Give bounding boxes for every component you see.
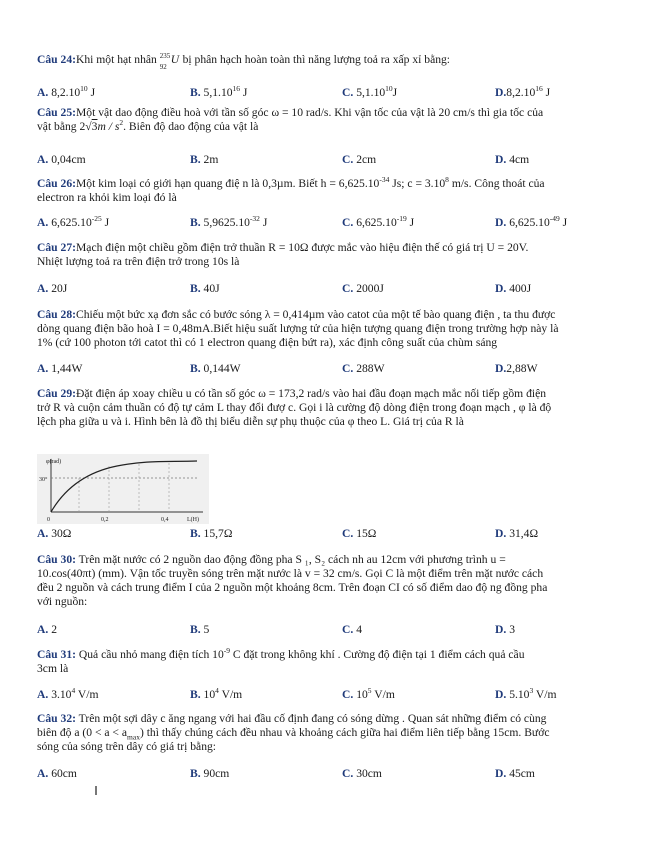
answer-options-29 — [37, 527, 615, 541]
option-a[interactable]: A. 60cm — [37, 767, 77, 780]
y-tick-label: 30° — [39, 477, 48, 483]
option-d[interactable]: D.2,88W — [495, 362, 538, 375]
question-text: đều 2 nguồn và cách trung điểm I của 2 nguồn một khoảng 8cm. Trên đoạn CI có số điểm dao độ ng đồng pha — [37, 581, 548, 594]
question-text: 1% (cứ 100 photon tới catot thì có 1 electron quang điện bứt ra), xác định công suất của chùm sáng — [37, 336, 498, 349]
question-31: Câu 31: Quả cầu nhỏ mang điện tích $10^{-9}$ C đặt trong không khí . Cường độ điện tại 1 điểm cách quả cầu 3cm là — [37, 646, 525, 675]
question-number: Câu 32: — [37, 712, 76, 725]
question-text: Đặt điện áp xoay chiều u có tần số góc ω = 173,2 rad/s vào hai đầu đoạn mạch mắc nối tiếp gồm điện — [75, 387, 547, 400]
option-c[interactable]: C. $10^5$ V/m — [342, 686, 395, 701]
option-c[interactable]: C. 15Ω — [342, 527, 377, 540]
question-number: Câu 29: — [37, 387, 76, 400]
question-25: Câu 25:Một vật dao động điều hoà với tần số góc ω = 10 rad/s. Khi vận tốc của vật là 20 cm/s thì gia tốc của vật bằng $2√3m / s^2$. Biên độ dao động của vật là — [37, 106, 544, 133]
option-a[interactable]: A. 8,2.10$^{10}$ J — [37, 84, 96, 99]
sqrt-symbol: √ — [85, 120, 92, 133]
option-c[interactable]: C. 4 — [342, 623, 362, 636]
option-d[interactable]: D. 31,4Ω — [495, 527, 539, 540]
page-end-mark — [95, 786, 97, 795]
question-number: Câu 25: — [37, 106, 76, 119]
option-c[interactable]: C. $6,625.10^{-19}$ J — [342, 214, 415, 229]
answer-options-25 — [37, 153, 615, 167]
option-b[interactable]: B. 40J — [190, 282, 220, 295]
question-text: dòng quang điện bão hoà I = 0,48mA.Biết hiệu suất lượng tử của hiện tượng quang điện trong trường hợp này là — [37, 322, 559, 335]
option-c[interactable]: C. 288W — [342, 362, 385, 375]
option-b[interactable]: B. 2m — [190, 153, 219, 166]
phi-vs-L-graph — [37, 454, 209, 524]
graph-svg — [37, 454, 209, 524]
answer-options-32 — [37, 767, 615, 781]
question-text: 10.cos(40πt) (mm). Vận tốc truyền sóng trên mặt nước là v = 32 cm/s. Gọi C là một điểm trên mặt nước cách — [37, 567, 544, 580]
option-b[interactable]: B. 5,1.10$^{16}$ J — [190, 84, 248, 99]
question-text: trở R và cuộn cảm thuần có độ tự cảm L thay đổi đượ c. Gọi i là cường độ dòng điện trong đoạn mạch , φ là độ — [37, 401, 552, 414]
question-number: Câu 26: — [37, 177, 76, 190]
answer-options-30 — [37, 623, 615, 637]
option-d[interactable]: D. $6,625.10^{-49}$ J — [495, 214, 568, 229]
question-number: Câu 28: — [37, 308, 76, 321]
question-number: Câu 27: — [37, 241, 76, 254]
option-b[interactable]: B. 0,144W — [190, 362, 241, 375]
option-b[interactable]: B. 15,7Ω — [190, 527, 233, 540]
question-text: Một vật dao động điều hoà với tần số góc ω = 10 rad/s. Khi vận tốc của vật là 20 cm/s thì gia tốc của — [75, 106, 544, 119]
option-c[interactable]: C. 2000J — [342, 282, 384, 295]
question-text: với nguồn: — [37, 595, 88, 608]
answer-options-26 — [37, 216, 615, 230]
option-a[interactable]: A. 3.10$^4$ V/m — [37, 686, 99, 701]
option-b[interactable]: B. 90cm — [190, 767, 230, 780]
option-c[interactable]: C. 5,1.10$^{10}$J — [342, 84, 398, 99]
option-d[interactable]: D. 400J — [495, 282, 532, 295]
question-28 — [37, 308, 615, 350]
answer-options-28 — [37, 362, 615, 376]
question-27 — [37, 241, 615, 269]
question-24 — [37, 52, 615, 71]
answer-options-31 — [37, 688, 615, 702]
option-a[interactable]: A. 2 — [37, 623, 57, 636]
question-number: Câu 30: — [37, 553, 76, 566]
question-29 — [37, 387, 615, 429]
option-b[interactable]: B. $5,9625.10^{-32}$ J — [190, 214, 268, 229]
option-c[interactable]: C. 30cm — [342, 767, 382, 780]
option-a[interactable]: A. 0,04cm — [37, 153, 86, 166]
option-a[interactable]: A. 20J — [37, 282, 68, 295]
option-b[interactable]: B. 5 — [190, 623, 210, 636]
option-d[interactable]: D.8,2.10$^{16}$ J — [495, 84, 551, 99]
option-d[interactable]: D. 4cm — [495, 153, 530, 166]
question-number: Câu 31: — [37, 648, 76, 661]
option-c[interactable]: C. 2cm — [342, 153, 377, 166]
question-30 — [37, 553, 615, 609]
answer-options-24 — [37, 86, 615, 100]
question-text: lệch pha giữa u và i. Hình bên là đồ thị biểu diễn sự phụ thuộc của φ theo L. Giá trị của R là — [37, 415, 464, 428]
question-text: Trên mặt nước có 2 nguồn dao động đồng pha S ₁, S₂ cách nh au 12cm với phương trình u = — [75, 553, 506, 566]
x-tick-label: 0 — [47, 517, 50, 523]
option-a[interactable]: A. $6,625.10^{-25}$ J — [37, 214, 110, 229]
option-a[interactable]: A. 1,44W — [37, 362, 83, 375]
question-text: bị phân hạch hoàn toàn thì năng lượng toả ra xấp xỉ bằng: — [179, 53, 451, 66]
x-axis-label: L(H) — [187, 517, 199, 523]
question-text: Nhiệt lượng toả ra trên điện trở trong 10s là — [37, 255, 240, 268]
question-text: electron ra khỏi kim loại đó là — [37, 191, 177, 204]
question-32: Câu 32: Trên một sợi dây c ăng ngang với hai đầu cố định đang có sóng dừng . Quan sát những điểm có cùng biên độ a $(0 < a < a_{max})$ thì thấy chúng cách đều nhau và khoảng cách giữa hai điểm liên tiếp bằng 15cm. Bước sóng của sóng trên dây có giá trị bằng: — [37, 712, 550, 753]
y-axis-label: φ(rad) — [46, 459, 62, 465]
phi-curve — [51, 461, 197, 512]
question-text: Khi một hạt nhân — [75, 53, 160, 66]
option-d[interactable]: D. 45cm — [495, 767, 535, 780]
question-number: Câu 24: — [37, 53, 76, 66]
question-text: Mạch điện một chiều gồm điện trở thuần R = 10Ω được mắc vào hiệu điện thế có giá trị U = 20V. — [75, 241, 529, 254]
x-tick-label: 0,4 — [161, 517, 169, 523]
option-d[interactable]: D. 3 — [495, 623, 515, 636]
question-text: Trên một sợi dây c ăng ngang với hai đầu cố định đang có sóng dừng . Quan sát những điểm có cùng — [75, 712, 547, 725]
option-d[interactable]: D. 5.10$^3$ V/m — [495, 686, 557, 701]
question-text: sóng của sóng trên dây có giá trị bằng: — [37, 740, 217, 753]
nucleus-symbol: 235 92 U — [159, 52, 180, 71]
question-text: 3cm là — [37, 662, 69, 675]
question-26: Câu 26:Một kim loại có giới hạn quang điệ n là 0,3µm. Biết $h = 6,625.10^{-34}$ Js; $c = 3.10^8$ m/s. Công thoát của electron ra khỏi kim loại đó là — [37, 175, 545, 204]
question-text: Chiếu một bức xạ đơn sắc có bước sóng λ = 0,414µm vào catot của một tế bào quang điện , ta thu được — [75, 308, 556, 321]
x-tick-label: 0,2 — [101, 517, 109, 523]
option-a[interactable]: A. 30Ω — [37, 527, 72, 540]
answer-options-27 — [37, 282, 615, 296]
option-b[interactable]: B. $10^4$ V/m — [190, 686, 243, 701]
